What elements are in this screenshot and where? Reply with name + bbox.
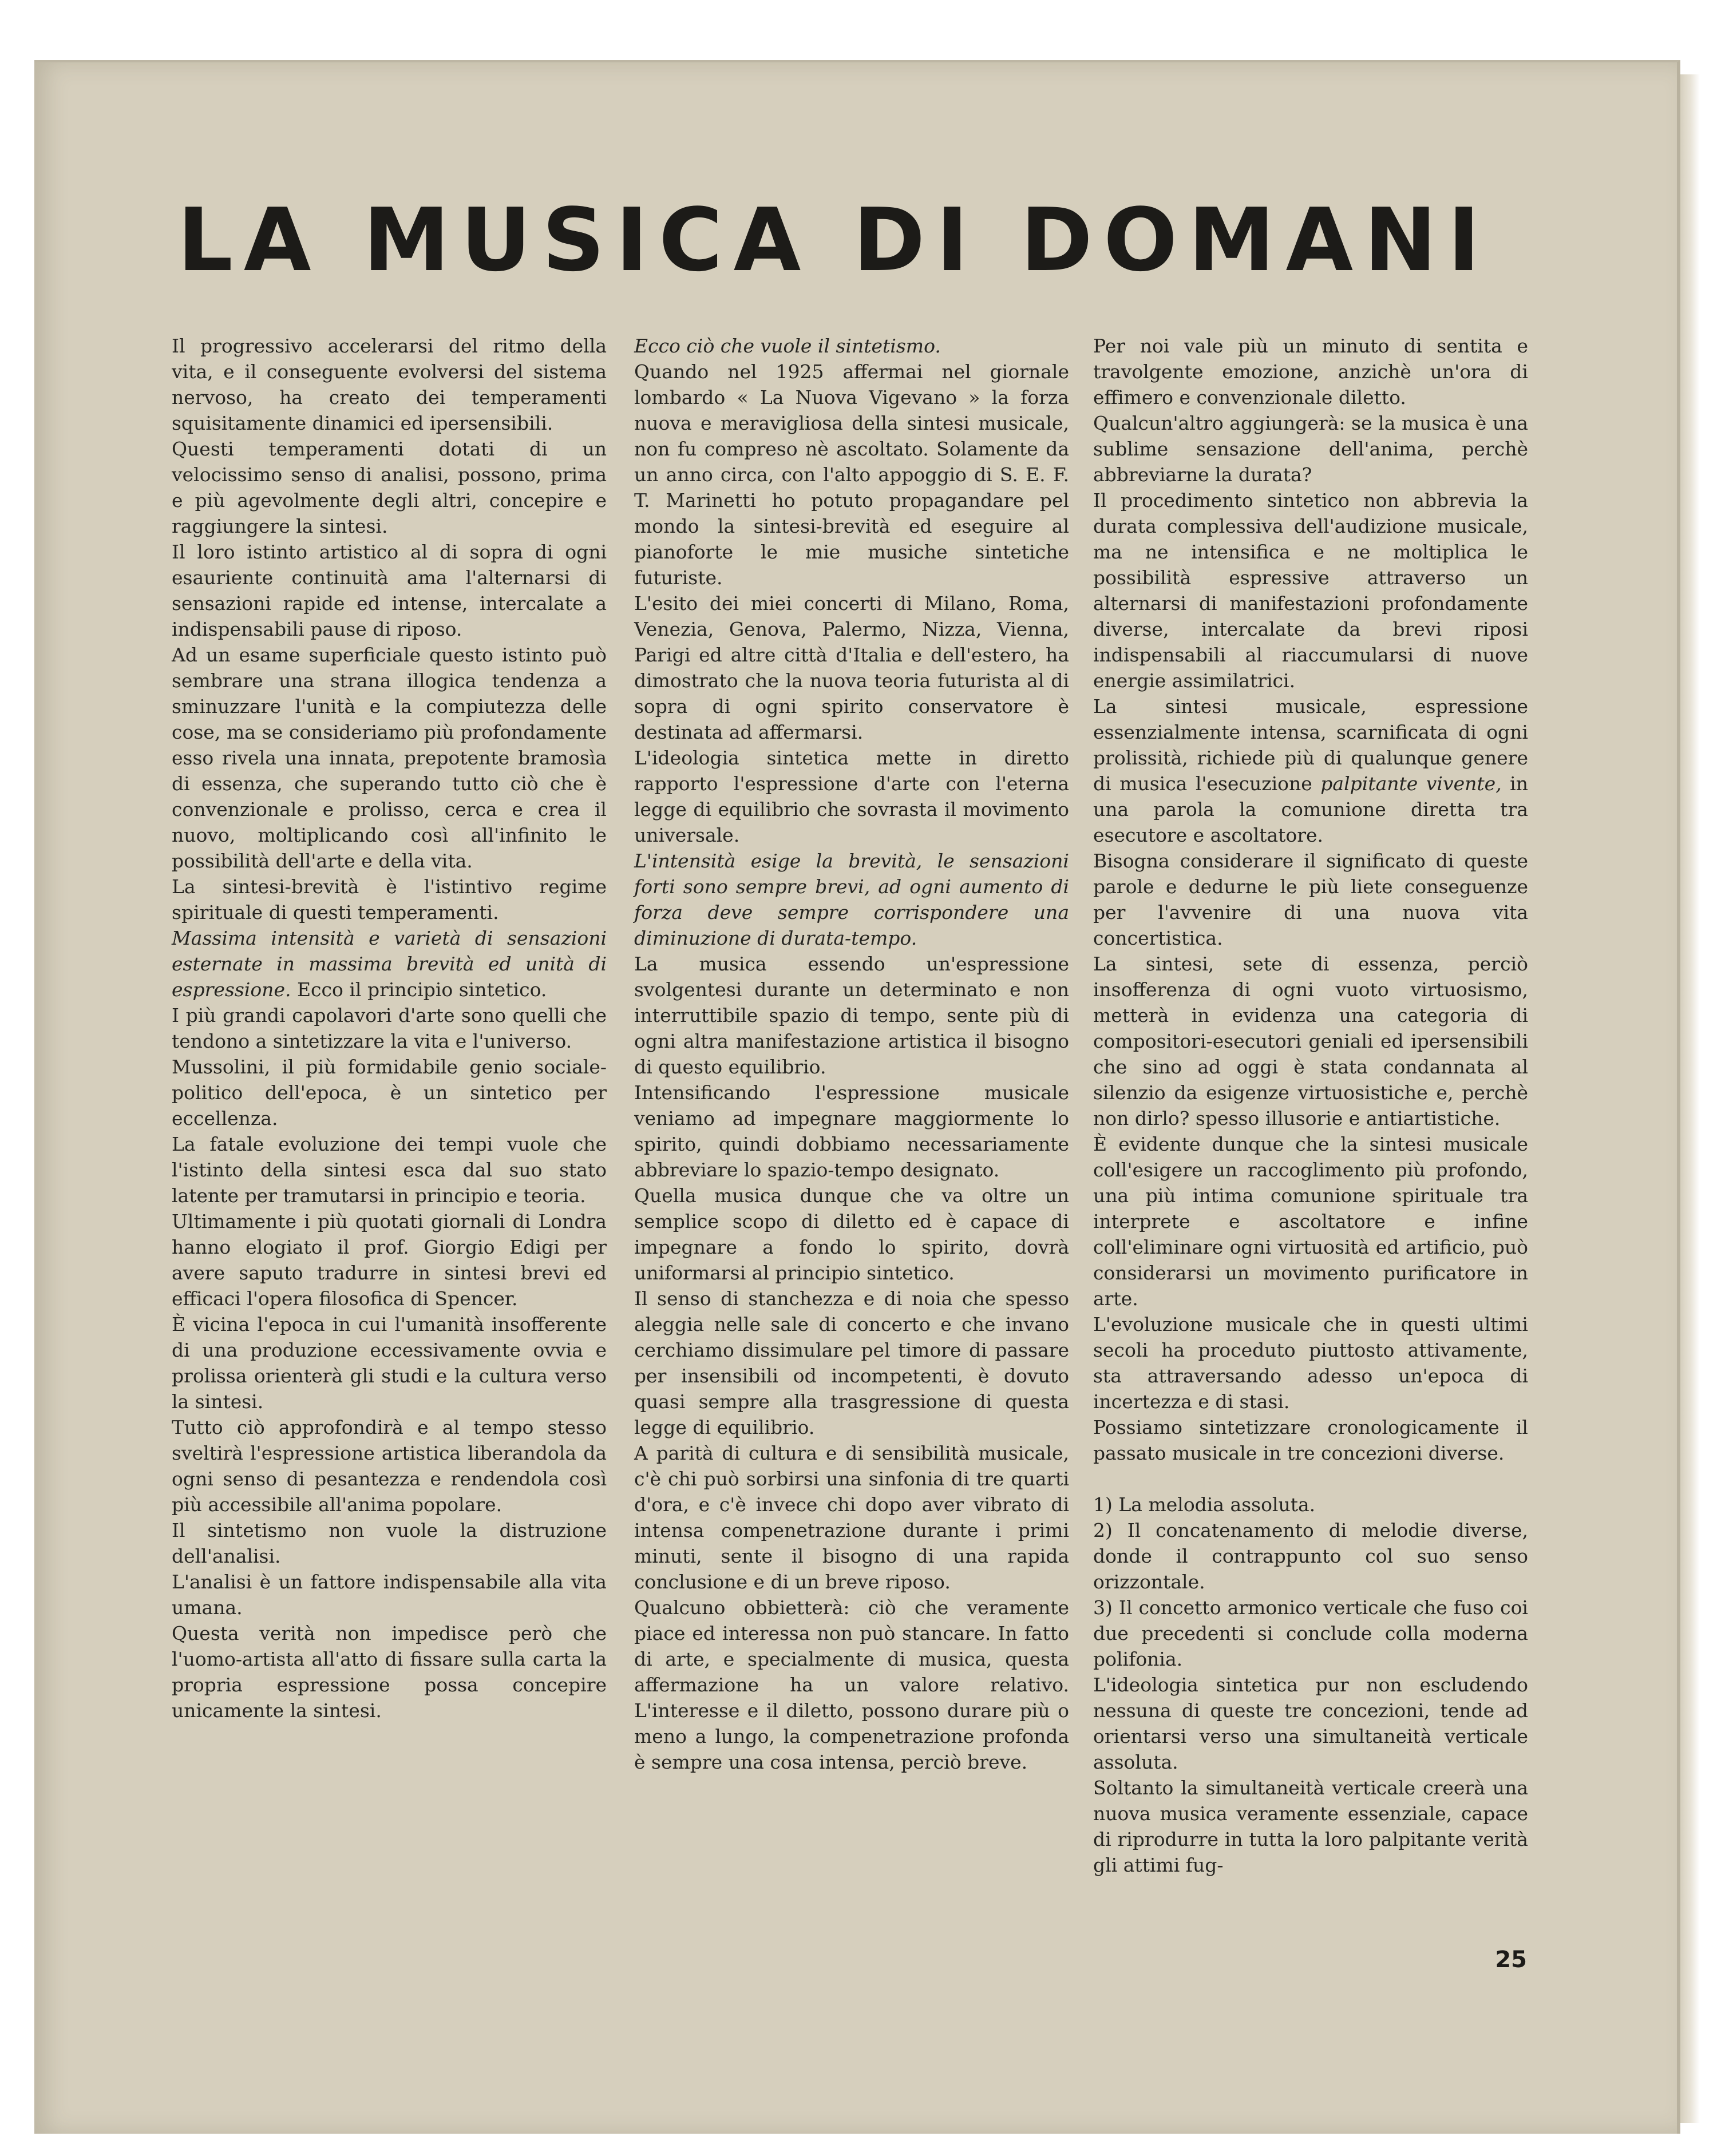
paragraph-text: 1) La melodia assoluta. bbox=[1093, 1493, 1316, 1516]
paragraph bbox=[1093, 1517, 1528, 1595]
paragraph bbox=[172, 436, 607, 539]
paragraph bbox=[634, 951, 1069, 1080]
italic-text: L'intensità esige la brevità, le sensazioni forti sono sempre brevi, ad ogni aumento di forza deve sempre corrispondere una diminuzione di durata-tempo. bbox=[634, 850, 1069, 949]
paragraph-text: Qualcuno obbietterà: ciò che veramente piace ed interessa non può stancare. In fatto di arte, e specialmente di musica, questa affermazione ha un valore relativo. L'interesse e il diletto, possono durare più o meno a lungo, la compenetrazione profonda è sempre una cosa intensa, perciò breve. bbox=[634, 1596, 1069, 1773]
paragraph-text: A parità di cultura e di sensibilità musicale, c'è chi può sorbirsi una sinfonia di tre quarti d'ora, e c'è invece chi dopo aver vibrato di intensa compenetrazione durante i primi minuti, sente il bisogno di una rapida conclusione e di un breve riposo. bbox=[634, 1442, 1069, 1593]
paragraph-text: La sintesi musicale, espressione essenzialmente intensa, scarnificata di ogni prolissità, richiede più di qualunque genere di musica l'esecuzione bbox=[1093, 695, 1528, 795]
paragraph-text: Bisogna considerare il significato di queste parole e dedurne le più liete conseguenze per l'avvenire di una nuova vita concertistica. bbox=[1093, 850, 1528, 949]
paragraph bbox=[634, 1440, 1069, 1595]
paragraph-text: L'evoluzione musicale che in questi ultimi secoli ha proceduto piuttosto attivamente, sta attraversando adesso un'epoca di incertezza e di stasi. bbox=[1093, 1313, 1528, 1413]
paragraph-text: 2) Il concatenamento di melodie diverse, donde il contrappunto col suo senso orizzontale. bbox=[1093, 1519, 1528, 1593]
paragraph-text: Questa verità non impedisce però che l'uomo-artista all'atto di fissare sulla carta la propria espressione possa concepire unicamente la sintesi. bbox=[172, 1622, 607, 1722]
paragraph-text: Quella musica dunque che va oltre un semplice scopo di diletto ed è capace di impegnare a fondo lo spirito, dovrà uniformarsi al principio sintetico. bbox=[634, 1184, 1069, 1284]
paragraph-text: Ad un esame superficiale questo istinto può sembrare una strana illogica tendenza a sminuzzare l'unità e la compiutezza delle cose, ma se consideriamo più profondamente esso rivela una innata, prepotente bramosìa di essenza, che superando tutto ciò che è convenzionale e prolisso, cerca e crea il nuovo, moltiplicando così all'infinito le possibilità dell'arte e della vita. bbox=[172, 644, 607, 872]
paragraph-text: Possiamo sintetizzare cronologicamente il passato musicale in tre concezioni diverse. bbox=[1093, 1416, 1528, 1464]
paragraph-text: Mussolini, il più formidabile genio sociale-politico dell'epoca, è un sintetico per eccellenza. bbox=[172, 1056, 607, 1129]
paragraph-text: È vicina l'epoca in cui l'umanità insofferente di una produzione eccessivamente ovvia e prolissa orienterà gli studi e la cultura verso la sintesi. bbox=[172, 1313, 607, 1413]
paragraph bbox=[634, 590, 1069, 745]
paragraph bbox=[172, 333, 607, 436]
paragraph bbox=[172, 1620, 607, 1723]
paragraph bbox=[172, 925, 607, 1002]
italic-text: palpitante vivente, bbox=[1320, 772, 1502, 795]
paragraph bbox=[634, 1595, 1069, 1775]
paragraph-text: Qualcun'altro aggiungerà: se la musica è una sublime sensazione dell'anima, perchè abbreviarne la durata? bbox=[1093, 412, 1528, 486]
paragraph bbox=[634, 848, 1069, 951]
paragraph bbox=[634, 359, 1069, 590]
paragraph bbox=[1093, 1492, 1528, 1517]
paragraph bbox=[634, 1183, 1069, 1286]
paragraph bbox=[172, 1208, 607, 1311]
paragraph-text: L'esito dei miei concerti di Milano, Roma, Venezia, Genova, Palermo, Nizza, Vienna, Parigi ed altre città d'Italia e dell'estero, ha dimostrato che la nuova teoria futurista al di sopra di ogni spirito conservatore è destinata ad affermarsi. bbox=[634, 592, 1069, 743]
paragraph bbox=[1093, 1311, 1528, 1414]
paragraph bbox=[172, 1002, 607, 1054]
paragraph-text: Questi temperamenti dotati di un velocissimo senso di analisi, possono, prima e più agevolmente degli altri, concepire e raggiungere la sintesi. bbox=[172, 438, 607, 537]
paragraph bbox=[1093, 1414, 1528, 1466]
paragraph bbox=[172, 1311, 607, 1414]
paragraph-text: La sintesi, sete di essenza, perciò insofferenza di ogni vuoto virtuosismo, metterà in evidenza una categoria di compositori-esecutori geniali ed ipersensibili che sino ad oggi è stata condannata al silenzio da esigenze virtuosistiche e, perchè non dirlo? spesso illusorie e antiartistiche. bbox=[1093, 953, 1528, 1129]
paragraph bbox=[172, 1414, 607, 1517]
paragraph bbox=[172, 1131, 607, 1208]
paragraph bbox=[172, 874, 607, 925]
paragraph-text: La fatale evoluzione dei tempi vuole che l'istinto della sintesi esca dal suo stato latente per tramutarsi in principio e teoria. bbox=[172, 1133, 607, 1207]
paragraph-text: Per noi vale più un minuto di sentita e travolgente emozione, anzichè un'ora di effimero e convenzionale diletto. bbox=[1093, 335, 1528, 409]
article-title: LA MUSICA DI DOMANI bbox=[177, 189, 1491, 291]
paragraph-text: La sintesi-brevità è l'istintivo regime spirituale di questi temperamenti. bbox=[172, 875, 607, 924]
paragraph-text: Ecco il principio sintetico. bbox=[291, 978, 547, 1001]
italic-text: Massima intensità e varietà di sensazioni esternate in massima brevità ed unità di espressione. bbox=[172, 927, 607, 1001]
paragraph bbox=[634, 1286, 1069, 1440]
paragraph-text: 3) Il concetto armonico verticale che fuso coi due precedenti si conclude colla moderna polifonia. bbox=[1093, 1596, 1528, 1670]
paragraph-text: L'ideologia sintetica mette in diretto rapporto l'espressione d'arte con l'eterna legge di equilibrio che sovrasta il movimento universale. bbox=[634, 747, 1069, 846]
paragraph-text: L'analisi è un fattore indispensabile alla vita umana. bbox=[172, 1571, 607, 1619]
paragraph bbox=[1093, 951, 1528, 1131]
paragraph bbox=[634, 1080, 1069, 1183]
paragraph bbox=[634, 745, 1069, 848]
paragraph bbox=[172, 1569, 607, 1620]
paragraph bbox=[1093, 410, 1528, 488]
paragraph bbox=[1093, 333, 1528, 410]
text-column-1 bbox=[172, 333, 607, 1723]
paragraph-text: Il senso di stanchezza e di noia che spesso aleggia nelle sale di concerto e che invano cerchiamo dissimulare pel timore di passare per insensibili od incompetenti, è dovuto quasi sempre alla trasgressione di questa legge di equilibrio. bbox=[634, 1287, 1069, 1438]
paragraph-text: Il progressivo accelerarsi del ritmo della vita, e il conseguente evolversi del sistema nervoso, ha creato dei temperamenti squisitamente dinamici ed ipersensibili. bbox=[172, 335, 607, 434]
paragraph bbox=[1093, 1775, 1528, 1878]
paragraph bbox=[172, 1517, 607, 1569]
paragraph-text: I più grandi capolavori d'arte sono quelli che tendono a sintetizzare la vita e l'universo. bbox=[172, 1004, 607, 1052]
paragraph bbox=[1093, 1595, 1528, 1672]
paragraph bbox=[1093, 848, 1528, 951]
paragraph-text: È evidente dunque che la sintesi musicale coll'esigere un raccoglimento più profondo, una più intima comunione spirituale tra interprete e ascoltatore e infine coll'eliminare ogni virtuosità ed artificio, può considerarsi un movimento purificatore in arte. bbox=[1093, 1133, 1528, 1310]
paragraph-text: La musica essendo un'espressione svolgentesi durante un determinato e non interruttibile spazio di tempo, sente più di ogni altra manifestazione artistica il bisogno di questo equilibrio. bbox=[634, 953, 1069, 1078]
paragraph-text: in una parola la comunione diretta tra esecutore e ascoltatore. bbox=[1093, 772, 1528, 846]
paragraph-text: Ultimamente i più quotati giornali di Londra hanno elogiato il prof. Giorgio Edigi per avere saputo tradurre in sintesi brevi ed efficaci l'opera filosofica di Spencer. bbox=[172, 1210, 607, 1310]
paragraph-text: Il loro istinto artistico al di sopra di ogni esauriente continuità ama l'alternarsi di sensazioni rapide ed intense, intercalate a indispensabili pause di riposo. bbox=[172, 541, 607, 640]
paragraph bbox=[172, 539, 607, 642]
page-number: 25 bbox=[1495, 1947, 1527, 1973]
paragraph bbox=[1093, 693, 1528, 848]
paragraph-text: Quando nel 1925 affermai nel giornale lombardo « La Nuova Vigevano » la forza nuova e meravigliosa della sintesi musicale, non fu compreso nè ascoltato. Solamente da un anno circa, con l'alto appoggio di S. E. F. T. Marinetti ho potuto propagandare pel mondo la sintesi-brevità ed eseguire al pianoforte le mie musiche sintetiche futuriste. bbox=[634, 360, 1069, 589]
paragraph bbox=[172, 1054, 607, 1131]
paragraph bbox=[172, 642, 607, 874]
paragraph bbox=[634, 333, 1069, 359]
text-column-3 bbox=[1093, 333, 1528, 1878]
paragraph-text: Intensificando l'espressione musicale veniamo ad impegnare maggiormente lo spirito, quindi dobbiamo necessariamente abbreviare lo spazio-tempo designato. bbox=[634, 1081, 1069, 1181]
page-edge bbox=[1677, 74, 1700, 2123]
paragraph-text: Tutto ciò approfondirà e al tempo stesso sveltirà l'espressione artistica liberandola da ogni senso di pesantezza e rendendola così più accessibile all'anima popolare. bbox=[172, 1416, 607, 1516]
paragraph-text: Soltanto la simultaneità verticale creerà una nuova musica veramente essenziale, capace di riprodurre in tutta la loro palpitante verità gli attimi fug- bbox=[1093, 1777, 1528, 1876]
paragraph-text: Il procedimento sintetico non abbrevia la durata complessiva dell'audizione musicale, ma ne intensifica e ne moltiplica le possibilità espressive attraverso un alternarsi di manifestazioni profondamente diverse, intercalate da brevi riposi indispensabili al riaccumularsi di nuove energie assimilatrici. bbox=[1093, 489, 1528, 692]
paragraph bbox=[1093, 1131, 1528, 1311]
paragraph-text: Il sintetismo non vuole la distruzione dell'analisi. bbox=[172, 1519, 607, 1567]
paragraph bbox=[1093, 1672, 1528, 1775]
paragraph-text: L'ideologia sintetica pur non escludendo nessuna di queste tre concezioni, tende ad orientarsi verso una simultaneità verticale assoluta. bbox=[1093, 1674, 1528, 1773]
italic-text: Ecco ciò che vuole il sintetismo. bbox=[634, 335, 941, 357]
paragraph bbox=[1093, 488, 1528, 693]
text-column-2 bbox=[634, 333, 1069, 1775]
